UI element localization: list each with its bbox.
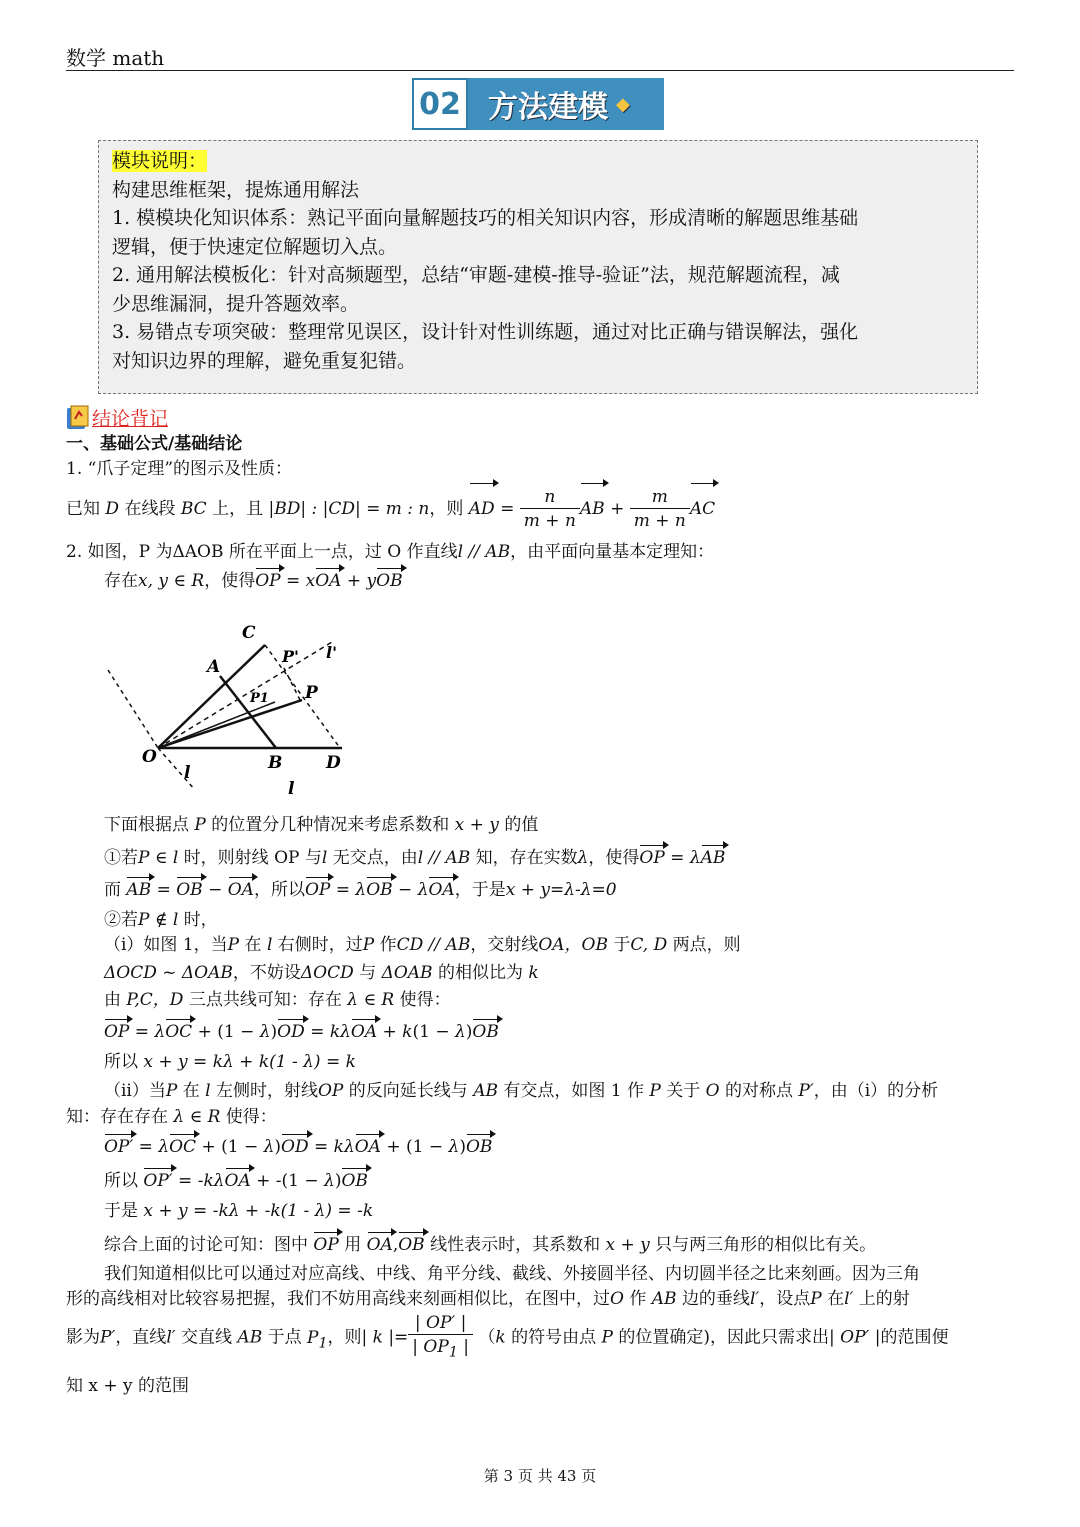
case-2: ②若P ∉ l 时， — [104, 910, 218, 930]
case-2-i: （i）如图 1，当P 在 l 右侧时，过P 作CD // AB，交射线OA，OB 于C, D 两点，则 — [104, 935, 741, 955]
section-label — [66, 404, 168, 431]
label-b: B — [268, 753, 283, 773]
label-l-left: l — [184, 763, 191, 783]
header-rule — [66, 70, 1014, 71]
notebook-icon — [66, 405, 90, 431]
page-footer: 第 3 页 共 43 页 — [483, 1467, 597, 1485]
label-l-prime: l' — [326, 643, 337, 662]
formula-claw: 已知 D 在线段 BC 上，且 |BD| : |CD| = m : n，则 AD = $\frac{n}{m + n}$ AB + $\frac{m}{m + n}$ AC — [66, 484, 715, 534]
similar-triangles: ΔOCD ~ ΔOAB，不妨设ΔOCD 与 ΔOAB 的相似比为 k — [104, 963, 539, 983]
para-similarity-2: 形的高线相对比较容易把握，我们不妨用高线来刻画相似比，在图中，过O 作 AB 边的垂线l′，设点P 在l′ 上的射 — [66, 1289, 910, 1309]
diamond-icon: ◆ — [616, 93, 630, 115]
item-1: 1. “爪子定理”的图示及性质： — [66, 459, 293, 479]
module-line: 2. 通用解法模板化：针对高频题型，总结“审题-建模-推导-验证”法，规范解题流程，减 — [112, 264, 840, 286]
para-similarity-3: 影为P′，直线l′ 交直线 AB 于点 $P_1$，则| k |= $\frac{| OP' |}{| OP_1 |}$ （k 的符号由点 P 的位置确定)，因此只需求出| OP′ |的范围便 — [66, 1313, 949, 1361]
label-d: D — [326, 753, 341, 773]
formula-op-prime: OP′ = λOC + (1 − λ)OD = kλOA + (1 − λ)OB — [104, 1137, 493, 1157]
section-badge — [412, 78, 664, 130]
header-title: 数学 math — [66, 46, 165, 70]
formula-op-prime-2: 所以 OP′ = -kλOA + -(1 − λ)OB — [104, 1171, 368, 1191]
case-2-ii: （ii）当P 在 l 左侧时，射线OP 的反向延长线与 AB 有交点，如图 1 作 P 关于 O 的对称点 P′，由（i）的分析 — [104, 1081, 939, 1101]
badge-title: 方法建模 ◆ — [468, 78, 664, 130]
sum-k: 所以 x + y = kλ + k(1 - λ) = k — [104, 1052, 356, 1072]
module-line: 3. 易错点专项突破：整理常见误区，设计针对性训练题，通过对比正确与错误解法，强化 — [112, 321, 859, 343]
case-1: ①若P ∈ l 时，则射线 OP 与l 无交点，由l // AB 知，存在实数λ，使得OP = λAB — [104, 848, 726, 868]
label-a: A — [207, 657, 221, 677]
module-line: 对知识边界的理解，避免重复犯错。 — [112, 349, 417, 372]
claw-figure — [100, 610, 360, 800]
label-o: O — [142, 747, 157, 767]
module-line: 构建思维框架，提炼通用解法 — [112, 178, 360, 201]
formula-op: OP = λOC + (1 − λ)OD = kλOA + k(1 − λ)OB — [104, 1022, 499, 1042]
para-similarity-1: 我们知道相似比可以通过对应高线、中线、角平分线、截线、外接圆半径、内切圆半径之比来刻画。因为三角 — [104, 1264, 920, 1284]
module-label: 模块说明： — [112, 150, 208, 172]
module-line: 逻辑，便于快速定位解题切入点。 — [112, 235, 398, 258]
label-p-prime: P' — [282, 647, 299, 666]
case-1-derivation: 而 AB = OB − OA，所以OP = λOB − λOA，于是x + y=λ-λ=0 — [104, 880, 617, 900]
existence-line: 存在x, y ∈ R，使得OP = xOA + yOB — [104, 571, 403, 591]
para-cases-intro: 下面根据点 P 的位置分几种情况来考虑系数和 x + y 的值 — [104, 815, 539, 835]
label-c: C — [242, 623, 256, 643]
para-similarity-4: 知 x + y 的范围 — [66, 1376, 190, 1396]
module-description-box — [98, 140, 978, 394]
case-2-ii-cont: 知：存在存在 λ ∈ R 使得： — [66, 1107, 277, 1127]
section-label-text: 结论背记 — [92, 408, 169, 430]
label-p1: P1 — [250, 691, 269, 706]
label-p: P — [305, 683, 318, 703]
badge-number: 02 — [412, 78, 468, 130]
item-2: 2. 如图，P 为ΔAOB 所在平面上一点，过 O 作直线l // AB，由平面向量基本定理知： — [66, 542, 715, 562]
collinear-line: 由 P,C，D 三点共线可知：存在 λ ∈ R 使得： — [104, 990, 451, 1010]
sum-neg-k: 于是 x + y = -kλ + -k(1 - λ) = -k — [104, 1201, 374, 1221]
conclusion: 综合上面的讨论可知：图中 OP 用 OA,OB 线性表示时，其系数和 x + y 只与两三角形的相似比有关。 — [104, 1235, 877, 1255]
module-line: 1. 模模块化知识体系：熟记平面向量解题技巧的相关知识内容，形成清晰的解题思维基础 — [112, 207, 859, 229]
section-heading: 一、基础公式/基础结论 — [66, 434, 243, 454]
label-l-bottom: l — [288, 779, 295, 799]
module-line: 少思维漏洞，提升答题效率。 — [112, 292, 360, 315]
